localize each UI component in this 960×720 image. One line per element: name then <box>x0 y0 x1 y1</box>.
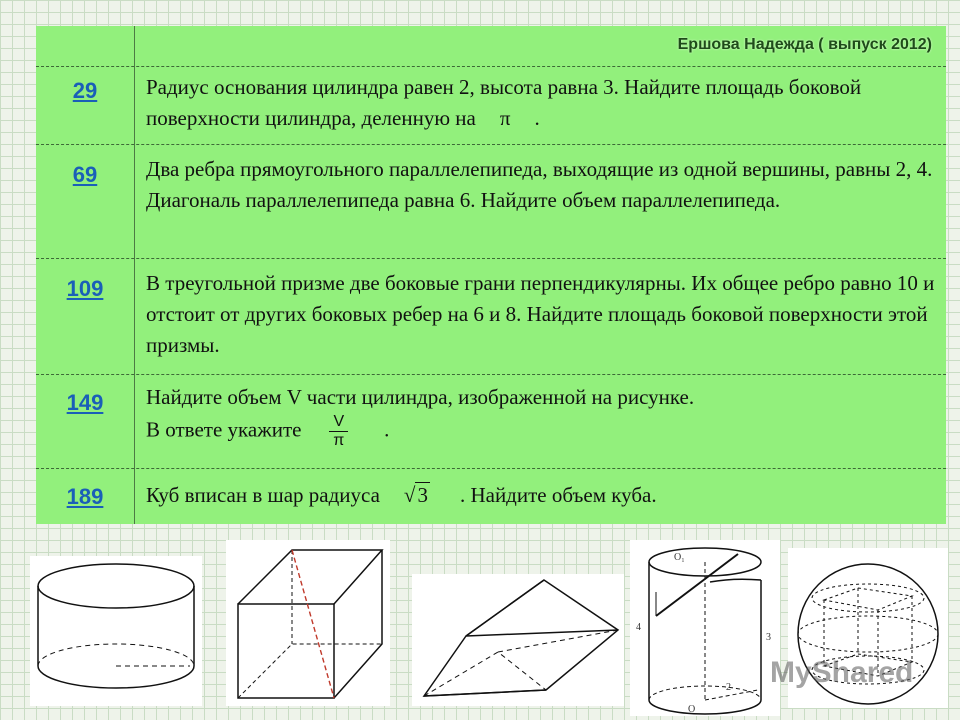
row-divider <box>36 144 946 145</box>
watermark-logo: MyShared <box>770 656 914 689</box>
pi-symbol: π <box>499 106 511 130</box>
task-link-189[interactable]: 189 <box>66 484 104 509</box>
figure-cut-cylinder <box>630 540 780 716</box>
task-link-69[interactable]: 69 <box>72 162 98 187</box>
figure-cylinder <box>30 556 202 706</box>
task-link-109[interactable]: 109 <box>66 276 104 301</box>
label-o1: O₁ <box>674 552 685 563</box>
parallelepiped-drawing <box>226 540 390 706</box>
task-text-149-line2 <box>146 413 936 450</box>
cut-cylinder-drawing <box>630 540 780 716</box>
prism-drawing <box>412 574 624 706</box>
label-height-3: 3 <box>766 632 771 643</box>
sqrt-three <box>404 480 430 511</box>
task-text-29-tail: . <box>534 106 540 130</box>
fraction-denominator: π <box>333 432 345 449</box>
task-text-29-body: Радиус основания цилиндра равен 2, высота равна 3. Найдите площадь боковой поверхности цилиндра, деленную на <box>146 75 862 130</box>
row-divider <box>36 66 946 67</box>
row-divider <box>36 258 946 259</box>
sqrt-sign: √ <box>403 483 416 507</box>
task-table <box>36 26 946 524</box>
task-text-189-tail: . Найдите объем куба. <box>459 483 657 507</box>
task-text-149 <box>146 382 936 450</box>
task-link-149[interactable]: 149 <box>66 390 104 415</box>
task-text-149-tail: . <box>384 417 390 442</box>
sqrt-radicand: 3 <box>417 483 428 507</box>
row-divider <box>36 468 946 469</box>
row-divider <box>36 374 946 375</box>
label-height-4: 4 <box>636 622 641 633</box>
task-text-29 <box>146 72 936 134</box>
task-text-149-prefix: В ответе укажите <box>146 417 302 442</box>
figure-prism <box>412 574 624 706</box>
label-o: O <box>688 704 696 715</box>
fraction-numerator: V <box>329 413 348 432</box>
figure-parallelepiped <box>226 540 390 706</box>
label-radius-2: 2 <box>726 682 731 693</box>
task-text-69: Два ребра прямоугольного параллелепипеда, выходящие из одной вершины, равны 2, 4. Диагональ параллелепипеда равна 6. Найдите объем параллелепипеда. <box>146 157 933 212</box>
task-text-189-body: Куб вписан в шар радиуса <box>146 483 380 507</box>
cylinder-drawing <box>30 556 202 706</box>
fraction-v-over-pi <box>329 413 348 450</box>
task-text-149-line1: Найдите объем V части цилиндра, изображенной на рисунке. <box>146 385 695 409</box>
task-text-189 <box>146 480 936 511</box>
column-divider <box>134 26 135 524</box>
author-label: Ершова Надежда ( выпуск 2012) <box>677 36 932 53</box>
task-text-109: В треугольной призме две боковые грани перпендикулярны. Их общее ребро равно 10 и отстоит от других боковых ребер на 6 и 8. Найдите площадь боковой поверхности этой призмы. <box>146 271 935 357</box>
task-link-29[interactable]: 29 <box>72 78 98 103</box>
